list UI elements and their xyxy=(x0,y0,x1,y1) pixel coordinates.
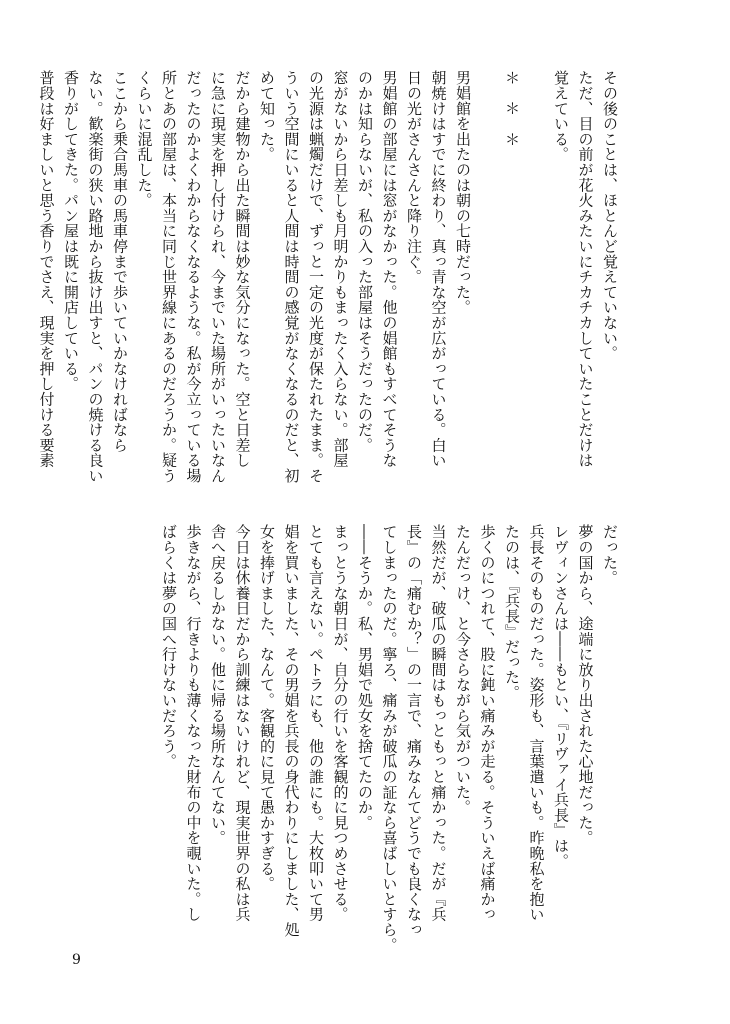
upper-text-line: 日の光がさんさんと降り注ぐ。 xyxy=(405,70,423,285)
upper-text-line: その後のことは、ほとんど覚えていない。 xyxy=(601,70,619,361)
upper-text-line: だから建物から出た瞬間は妙な気分になった。空と日差し xyxy=(233,70,252,468)
upper-text-line: だったのかよくわからなくなるような。私が今立っている場 xyxy=(184,70,203,484)
upper-text-line: 所とあの部屋は、本当に同じ世界線にあるのだろうか。疑う xyxy=(160,70,178,484)
lower-text-line: たのは、『兵長』だった。 xyxy=(503,524,521,701)
lower-text-line: ばらくは夢の国へ行けないだろう。 xyxy=(160,524,178,769)
lower-text-line: 歩くのにつれて、股に鈍い痛みが走る。そういえば痛かっ xyxy=(478,524,497,922)
lower-text-line: だった。 xyxy=(601,524,619,586)
lower-text-line: とても言えない。ペトラにも、他の誰にも。大枚叩いて男 xyxy=(307,524,325,922)
lower-text-line: 夢の国から、途端に放り出された心地だった。 xyxy=(576,524,595,846)
lower-text-line: 女を捧げました、なんて。客観的に見て愚かすぎる。 xyxy=(258,524,276,892)
lower-text-line: ――そうか。私、男娼で処女を捨てたのか。 xyxy=(356,524,374,830)
lower-text-line: レヴィンさんは――もとい、『リヴァイ兵長』は。 xyxy=(552,524,570,869)
lower-text-line: たんだっけ、と今さらながら気がついた。 xyxy=(454,524,472,815)
upper-text-line: 窓がないから日差しも月明かりもまったく入らない。部屋 xyxy=(331,70,350,468)
upper-text-line: くらいに混乱した。 xyxy=(135,70,154,208)
page-number: 9 xyxy=(72,952,81,968)
upper-text-block xyxy=(34,70,622,510)
lower-text-line: 今日は休養日だから訓練はないけれど、現実世界の私は兵 xyxy=(233,524,252,922)
lower-text-block xyxy=(157,524,623,964)
upper-text-line: の光源は蝋燭だけで、ずっと一定の光度が保たれたまま。そ xyxy=(307,70,325,484)
upper-text-line: ＊ ＊ ＊ xyxy=(503,70,521,147)
upper-text-line: ここから乗合馬車の馬車停まで歩いていかなければなら xyxy=(111,70,129,453)
upper-text-line: 男娼館を出たのは朝の七時だった。 xyxy=(454,70,472,315)
lower-text-line: てしまったのだ。寧ろ、痛みが破瓜の証なら喜ばしいとすら。 xyxy=(380,524,399,953)
upper-text-line: 普段は好ましいと思う香りでさえ、現実を押し付ける要素 xyxy=(37,70,56,468)
upper-text-line: 朝焼けはすでに終わり、真っ青な空が広がっている。白い xyxy=(429,70,448,468)
lower-text-line: まっとうな朝日が、自分の行いを客観的に見つめさせる。 xyxy=(331,524,350,922)
upper-text-line xyxy=(475,70,500,510)
lower-text-line: 当然だが、破瓜の瞬間はもっともっと痛かった。だが『兵 xyxy=(429,524,448,922)
lower-text-line: 歩きながら、行きよりも薄くなった財布の中を覗いた。し xyxy=(184,524,203,922)
upper-text-line: 男娼館の部屋には窓がなかった。他の娼館もすべてそうな xyxy=(380,70,399,468)
upper-text-line: 覚えている。 xyxy=(552,70,570,162)
lower-text-line: 舎へ戻るしかない。他に帰る場所なんてない。 xyxy=(209,524,227,846)
lower-text-line: 長』の「痛むか？」の一言で、痛みなんてどうでも良くなっ xyxy=(405,524,423,938)
upper-text-line: 香りがしてきた。パン屋は既に開店している。 xyxy=(62,70,80,392)
upper-text-line: ただ、目の前が花火みたいにチカチカしていたことだけは xyxy=(576,70,595,468)
upper-text-line: に急に現実を押し付けられ、今までいた場所がいったいなん xyxy=(209,70,227,484)
upper-text-line: のかは知らないが、私の入った部屋はそうだったのだ。 xyxy=(356,70,374,453)
lower-text-line: 兵長そのものだった。姿形も、言葉遣いも。昨晩私を抱い xyxy=(527,524,546,922)
upper-text-line xyxy=(524,70,549,510)
upper-text-line: ういう空間にいると人間は時間の感覚がなくなるのだと、初 xyxy=(282,70,301,484)
upper-text-line: ない。歓楽街の狭い路地から抜け出すと、パンの焼ける良い xyxy=(86,70,105,484)
lower-text-line: 娼を買いました、その男娼を兵長の身代わりにしました、処 xyxy=(282,524,301,938)
upper-text-line: めて知った。 xyxy=(258,70,276,162)
